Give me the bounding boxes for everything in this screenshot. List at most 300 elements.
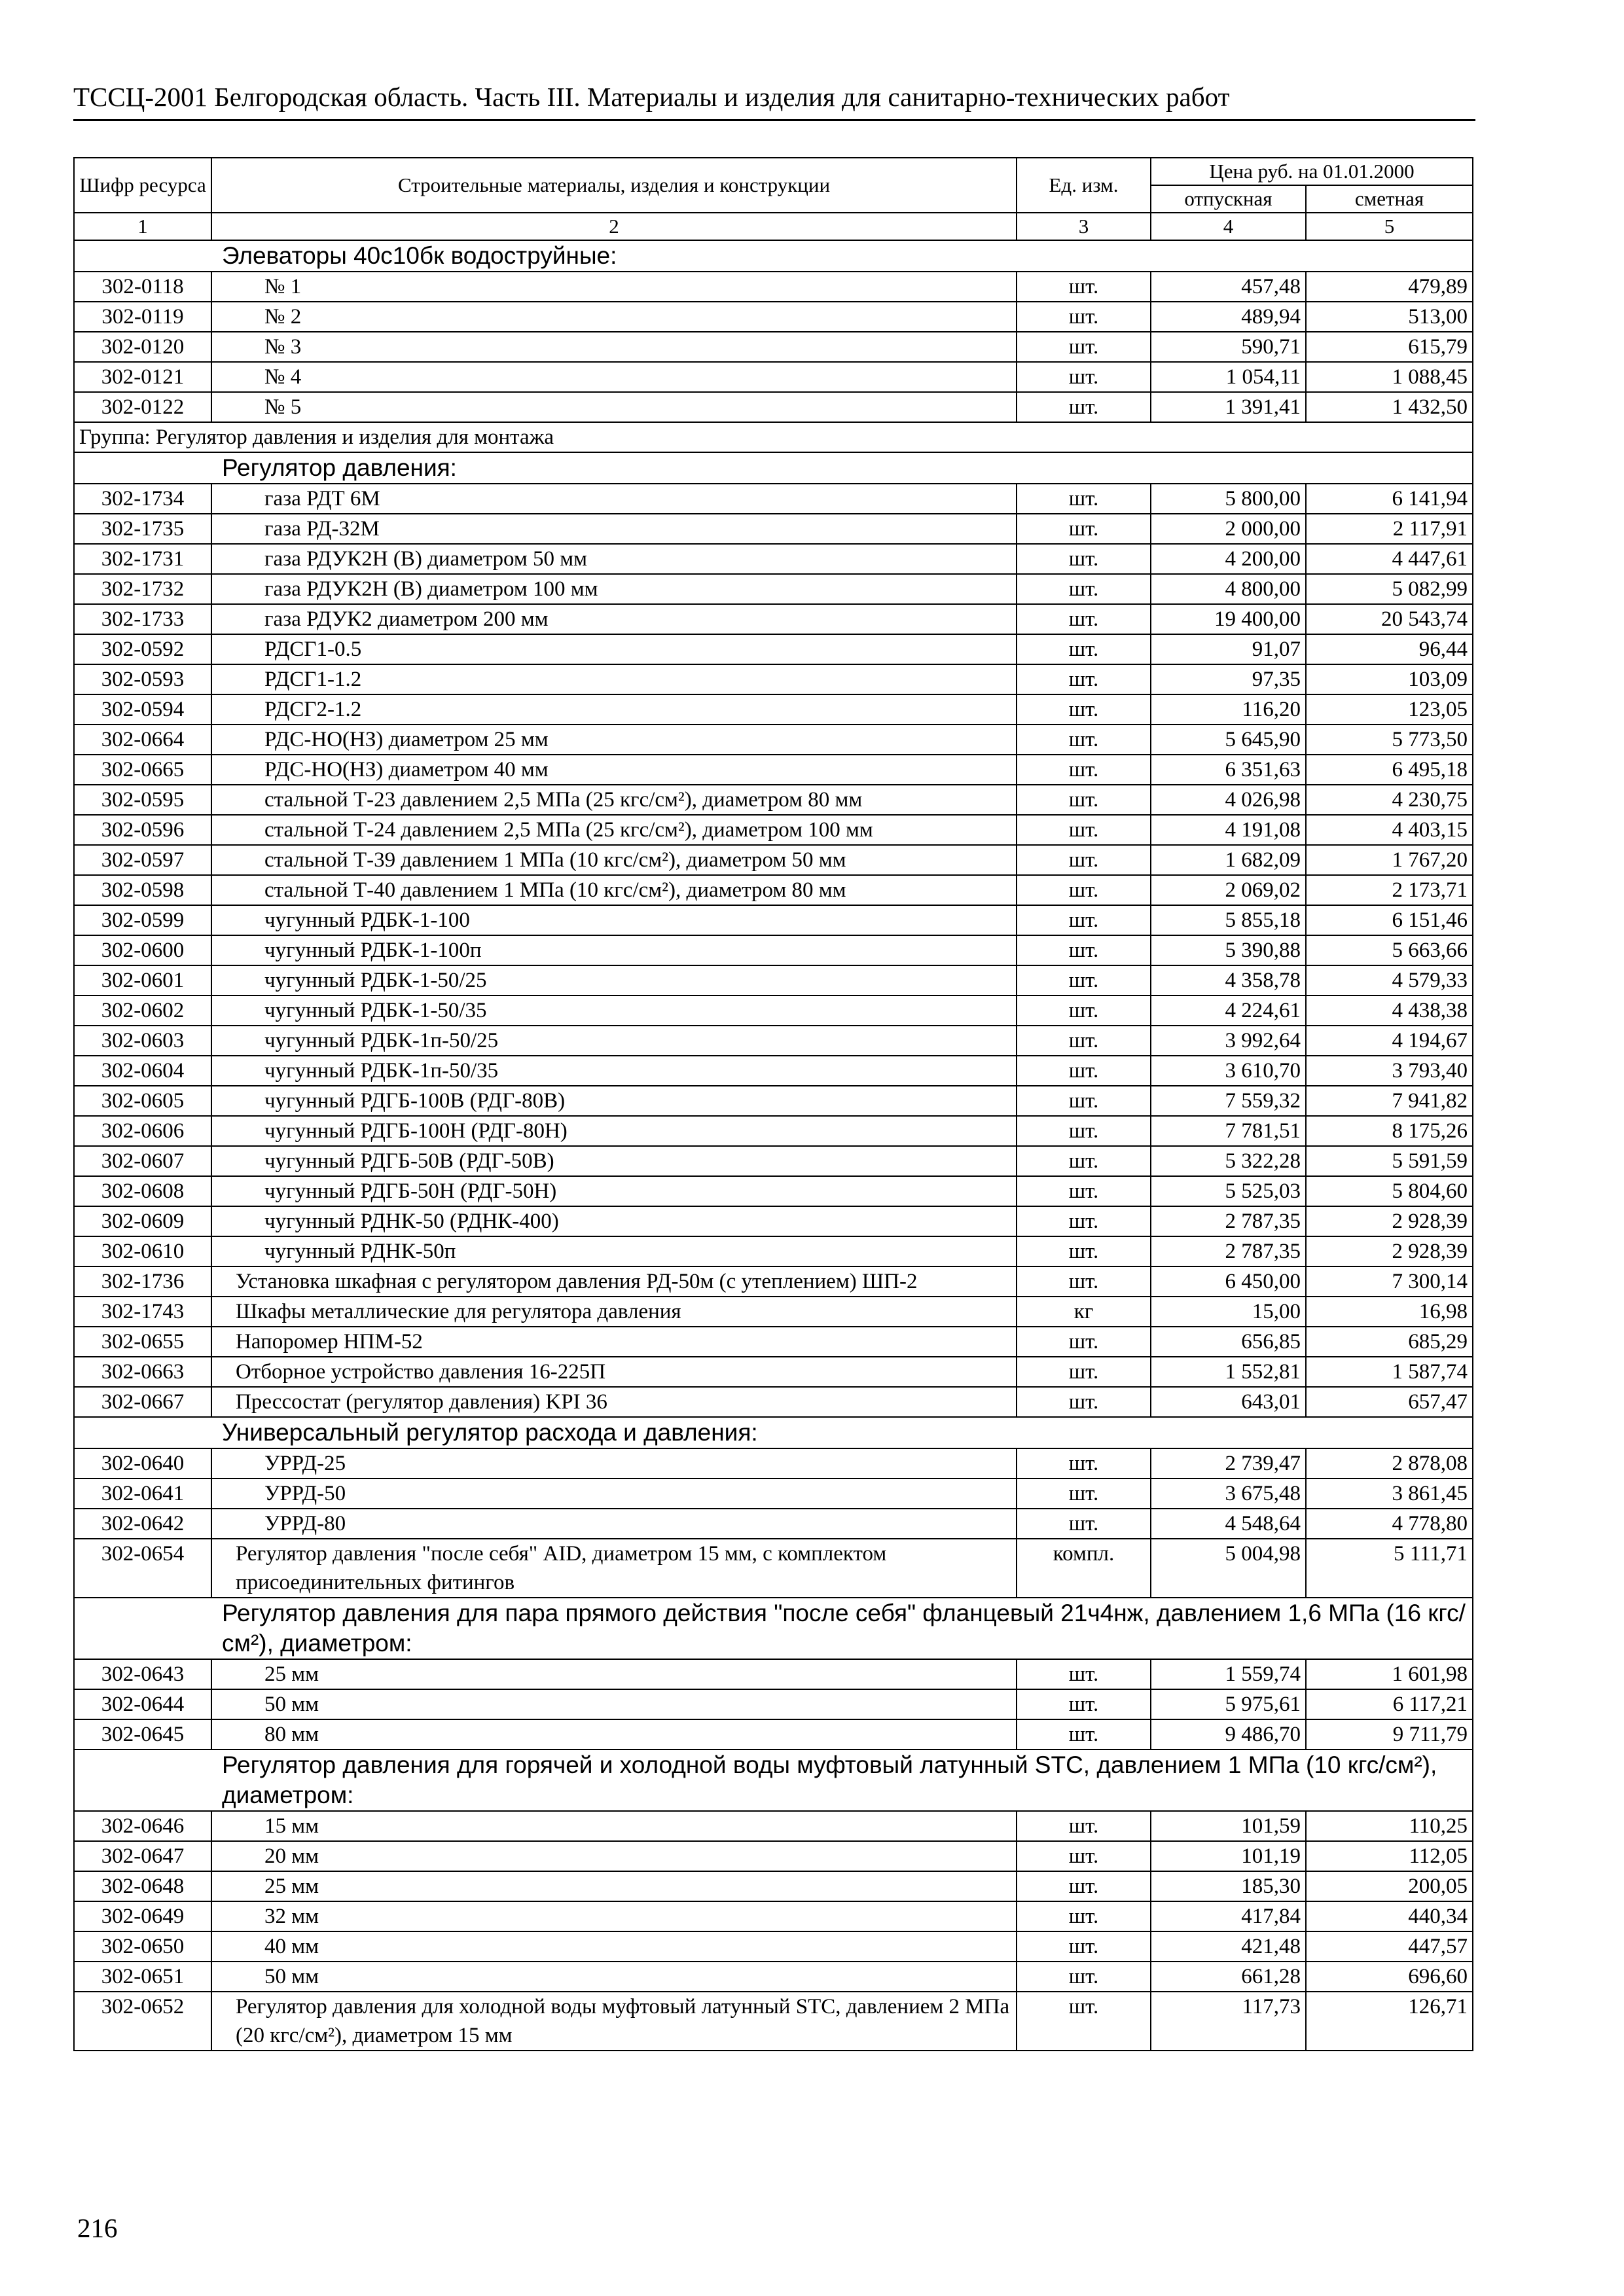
release-price: 4 026,98 (1151, 785, 1306, 815)
resource-code: 302-0598 (74, 875, 211, 905)
group-heading-row (74, 422, 1473, 452)
release-price: 3 992,64 (1151, 1026, 1306, 1056)
unit: шт. (1017, 484, 1151, 514)
resource-code: 302-0651 (74, 1962, 211, 1992)
release-price: 1 682,09 (1151, 845, 1306, 875)
unit: шт. (1017, 1962, 1151, 1992)
resource-code: 302-0608 (74, 1176, 211, 1206)
release-price: 15,00 (1151, 1297, 1306, 1327)
table-row (74, 785, 1473, 815)
resource-code: 302-0600 (74, 935, 211, 965)
resource-code: 302-0120 (74, 332, 211, 362)
table-row (74, 1266, 1473, 1297)
resource-code: 302-0654 (74, 1539, 211, 1598)
estimate-price: 2 878,08 (1306, 1448, 1473, 1479)
estimate-price: 447,57 (1306, 1931, 1473, 1962)
resource-code: 302-0603 (74, 1026, 211, 1056)
estimate-price: 5 663,66 (1306, 935, 1473, 965)
item-name: чугунный РДГБ-100Н (РДГ-80Н) (211, 1116, 1017, 1146)
item-name: УРРД-25 (211, 1448, 1017, 1479)
unit: шт. (1017, 1387, 1151, 1417)
item-name: чугунный РДБК-1-100 (211, 905, 1017, 935)
table-row (74, 1509, 1473, 1539)
item-name: Прессостат (регулятор давления) KPI 36 (211, 1387, 1017, 1417)
release-price: 4 191,08 (1151, 815, 1306, 845)
item-name: газа РДУК2Н (В) диаметром 50 мм (211, 544, 1017, 574)
subheading-row (74, 240, 1473, 272)
estimate-price: 16,98 (1306, 1297, 1473, 1327)
release-price: 6 351,63 (1151, 755, 1306, 785)
release-price: 417,84 (1151, 1901, 1306, 1931)
unit: шт. (1017, 1236, 1151, 1266)
unit: шт. (1017, 815, 1151, 845)
table-row (74, 755, 1473, 785)
col-number-2: 2 (211, 213, 1017, 240)
col-unit-header: Ед. изм. (1017, 158, 1151, 213)
unit: шт. (1017, 1176, 1151, 1206)
estimate-price: 6 117,21 (1306, 1689, 1473, 1719)
table-row (74, 1236, 1473, 1266)
estimate-price: 4 447,61 (1306, 544, 1473, 574)
resource-code: 302-1736 (74, 1266, 211, 1297)
unit: шт. (1017, 1266, 1151, 1297)
table-row (74, 362, 1473, 392)
table-row (74, 1056, 1473, 1086)
estimate-price: 20 543,74 (1306, 604, 1473, 634)
release-price: 19 400,00 (1151, 604, 1306, 634)
table-head (74, 158, 1473, 240)
table-row (74, 1901, 1473, 1931)
resource-code: 302-0646 (74, 1811, 211, 1841)
item-name: стальной Т-24 давлением 2,5 МПа (25 кгс/см²), диаметром 100 мм (211, 815, 1017, 845)
item-name: 80 мм (211, 1719, 1017, 1749)
unit: шт. (1017, 694, 1151, 725)
item-name: 50 мм (211, 1962, 1017, 1992)
col-number-5: 5 (1306, 213, 1473, 240)
resource-code: 302-1743 (74, 1297, 211, 1327)
table-row (74, 1479, 1473, 1509)
resource-code: 302-0642 (74, 1509, 211, 1539)
col-code-header: Шифр ресурса (74, 158, 211, 213)
item-name: Отборное устройство давления 16-225П (211, 1357, 1017, 1387)
unit: шт. (1017, 1448, 1151, 1479)
table-row (74, 1297, 1473, 1327)
item-name: РДС-НО(НЗ) диаметром 40 мм (211, 755, 1017, 785)
estimate-price: 7 941,82 (1306, 1086, 1473, 1116)
item-name: Регулятор давления для холодной воды муфтовый латунный STC, давлением 2 МПа (20 кгс/см²), диаметром 15 мм (211, 1992, 1017, 2051)
item-name: № 2 (211, 302, 1017, 332)
subheading-row (74, 1417, 1473, 1448)
release-price: 5 525,03 (1151, 1176, 1306, 1206)
release-price: 2 739,47 (1151, 1448, 1306, 1479)
table-row (74, 905, 1473, 935)
estimate-price: 2 928,39 (1306, 1206, 1473, 1236)
estimate-price: 5 082,99 (1306, 574, 1473, 604)
table-row (74, 514, 1473, 544)
estimate-price: 103,09 (1306, 664, 1473, 694)
estimate-price: 479,89 (1306, 272, 1473, 302)
item-name: Установка шкафная с регулятором давления РД-50м (с утеплением) ШП-2 (211, 1266, 1017, 1297)
estimate-price: 3 861,45 (1306, 1479, 1473, 1509)
item-name: № 3 (211, 332, 1017, 362)
unit: шт. (1017, 1659, 1151, 1689)
table-row (74, 875, 1473, 905)
running-header: ТССЦ-2001 Белгородская область. Часть III. Материалы и изделия для санитарно-технических работ (73, 77, 1475, 121)
release-price: 661,28 (1151, 1962, 1306, 1992)
table-row (74, 1026, 1473, 1056)
estimate-price: 4 403,15 (1306, 815, 1473, 845)
subheading-row (74, 1598, 1473, 1659)
resource-code: 302-0604 (74, 1056, 211, 1086)
group-heading: Группа: Регулятор давления и изделия для монтажа (74, 422, 1473, 452)
table-row (74, 544, 1473, 574)
table-row (74, 1539, 1473, 1598)
release-price: 489,94 (1151, 302, 1306, 332)
item-name: 25 мм (211, 1871, 1017, 1901)
col-release-header: отпускная (1151, 185, 1306, 213)
unit: шт. (1017, 634, 1151, 664)
estimate-price: 5 591,59 (1306, 1146, 1473, 1176)
table-row (74, 1086, 1473, 1116)
resource-code: 302-0645 (74, 1719, 211, 1749)
unit: шт. (1017, 1992, 1151, 2051)
release-price: 101,19 (1151, 1841, 1306, 1871)
unit: шт. (1017, 272, 1151, 302)
estimate-price: 123,05 (1306, 694, 1473, 725)
col-name-header: Строительные материалы, изделия и конструкции (211, 158, 1017, 213)
subheading: Регулятор давления для горячей и холодной воды муфтовый латунный STC, давлением 1 МПа (10 кгс/см²), диаметром: (74, 1749, 1473, 1811)
unit: шт. (1017, 1327, 1151, 1357)
item-name: 50 мм (211, 1689, 1017, 1719)
table-row (74, 996, 1473, 1026)
item-name: чугунный РДБК-1-100п (211, 935, 1017, 965)
release-price: 2 787,35 (1151, 1206, 1306, 1236)
resource-code: 302-0595 (74, 785, 211, 815)
unit: шт. (1017, 1931, 1151, 1962)
item-name: чугунный РДНК-50 (РДНК-400) (211, 1206, 1017, 1236)
release-price: 421,48 (1151, 1931, 1306, 1962)
table-row (74, 1327, 1473, 1357)
resource-code: 302-0607 (74, 1146, 211, 1176)
resource-code: 302-0641 (74, 1479, 211, 1509)
item-name: Напоромер НПМ-52 (211, 1327, 1017, 1357)
item-name: чугунный РДБК-1п-50/35 (211, 1056, 1017, 1086)
estimate-price: 5 773,50 (1306, 725, 1473, 755)
estimate-price: 200,05 (1306, 1871, 1473, 1901)
item-name: № 1 (211, 272, 1017, 302)
unit: шт. (1017, 574, 1151, 604)
resource-code: 302-0122 (74, 392, 211, 422)
resource-code: 302-1733 (74, 604, 211, 634)
table-row (74, 965, 1473, 996)
subheading: Регулятор давления для пара прямого действия "после себя" фланцевый 21ч4нж, давлением 1,6 МПа (16 кгс/см²), диаметром: (74, 1598, 1473, 1659)
resource-code: 302-0597 (74, 845, 211, 875)
item-name: стальной Т-23 давлением 2,5 МПа (25 кгс/см²), диаметром 80 мм (211, 785, 1017, 815)
estimate-price: 3 793,40 (1306, 1056, 1473, 1086)
release-price: 1 552,81 (1151, 1357, 1306, 1387)
resource-code: 302-0599 (74, 905, 211, 935)
estimate-price: 126,71 (1306, 1992, 1473, 2051)
estimate-price: 9 711,79 (1306, 1719, 1473, 1749)
table-row (74, 1962, 1473, 1992)
release-price: 5 322,28 (1151, 1146, 1306, 1176)
release-price: 4 224,61 (1151, 996, 1306, 1026)
item-name: газа РДУК2Н (В) диаметром 100 мм (211, 574, 1017, 604)
table-row (74, 634, 1473, 664)
unit: шт. (1017, 905, 1151, 935)
resource-code: 302-0601 (74, 965, 211, 996)
release-price: 1 559,74 (1151, 1659, 1306, 1689)
resource-code: 302-0593 (74, 664, 211, 694)
unit: шт. (1017, 1116, 1151, 1146)
estimate-price: 6 495,18 (1306, 755, 1473, 785)
unit: шт. (1017, 1357, 1151, 1387)
unit: шт. (1017, 1689, 1151, 1719)
table-row (74, 935, 1473, 965)
release-price: 1 391,41 (1151, 392, 1306, 422)
unit: шт. (1017, 996, 1151, 1026)
estimate-price: 6 151,46 (1306, 905, 1473, 935)
unit: шт. (1017, 1056, 1151, 1086)
release-price: 1 054,11 (1151, 362, 1306, 392)
estimate-price: 4 579,33 (1306, 965, 1473, 996)
resource-code: 302-0667 (74, 1387, 211, 1417)
resource-code: 302-0649 (74, 1901, 211, 1931)
unit: шт. (1017, 1026, 1151, 1056)
table-row (74, 1176, 1473, 1206)
subheading-row (74, 452, 1473, 484)
release-price: 7 559,32 (1151, 1086, 1306, 1116)
estimate-price: 4 230,75 (1306, 785, 1473, 815)
estimate-price: 112,05 (1306, 1841, 1473, 1871)
item-name: 15 мм (211, 1811, 1017, 1841)
item-name: стальной Т-39 давлением 1 МПа (10 кгс/см²), диаметром 50 мм (211, 845, 1017, 875)
release-price: 5 390,88 (1151, 935, 1306, 965)
unit: шт. (1017, 1871, 1151, 1901)
estimate-price: 110,25 (1306, 1811, 1473, 1841)
estimate-price: 2 173,71 (1306, 875, 1473, 905)
table-row (74, 1931, 1473, 1962)
table-row (74, 302, 1473, 332)
estimate-price: 440,34 (1306, 1901, 1473, 1931)
table-row (74, 1811, 1473, 1841)
release-price: 5 645,90 (1151, 725, 1306, 755)
table-row (74, 1387, 1473, 1417)
resource-code: 302-0643 (74, 1659, 211, 1689)
release-price: 457,48 (1151, 272, 1306, 302)
table-row (74, 1719, 1473, 1749)
unit: шт. (1017, 875, 1151, 905)
table-body (74, 240, 1473, 2051)
table-row (74, 1871, 1473, 1901)
resource-code: 302-0592 (74, 634, 211, 664)
release-price: 4 358,78 (1151, 965, 1306, 996)
release-price: 5 855,18 (1151, 905, 1306, 935)
estimate-price: 6 141,94 (1306, 484, 1473, 514)
release-price: 4 548,64 (1151, 1509, 1306, 1539)
unit: шт. (1017, 604, 1151, 634)
unit: шт. (1017, 1086, 1151, 1116)
item-name: чугунный РДНК-50п (211, 1236, 1017, 1266)
table-row (74, 694, 1473, 725)
col-number-4: 4 (1151, 213, 1306, 240)
resource-code: 302-0647 (74, 1841, 211, 1871)
estimate-price: 2 117,91 (1306, 514, 1473, 544)
item-name: чугунный РДБК-1п-50/25 (211, 1026, 1017, 1056)
release-price: 97,35 (1151, 664, 1306, 694)
item-name: чугунный РДГБ-50В (РДГ-50В) (211, 1146, 1017, 1176)
resource-code: 302-0605 (74, 1086, 211, 1116)
resource-code: 302-0121 (74, 362, 211, 392)
resource-code: 302-0655 (74, 1327, 211, 1357)
resource-code: 302-1734 (74, 484, 211, 514)
col-number-3: 3 (1017, 213, 1151, 240)
estimate-price: 1 432,50 (1306, 392, 1473, 422)
item-name: газа РДУК2 диаметром 200 мм (211, 604, 1017, 634)
table-row (74, 1206, 1473, 1236)
unit: шт. (1017, 1841, 1151, 1871)
release-price: 6 450,00 (1151, 1266, 1306, 1297)
estimate-price: 96,44 (1306, 634, 1473, 664)
resource-code: 302-0663 (74, 1357, 211, 1387)
unit: кг (1017, 1297, 1151, 1327)
col-number-1: 1 (74, 213, 211, 240)
item-name: № 4 (211, 362, 1017, 392)
table-row (74, 1992, 1473, 2051)
table-row (74, 392, 1473, 422)
resource-code: 302-0665 (74, 755, 211, 785)
resource-code: 302-0644 (74, 1689, 211, 1719)
item-name: газа РД-32М (211, 514, 1017, 544)
release-price: 2 787,35 (1151, 1236, 1306, 1266)
estimate-price: 1 601,98 (1306, 1659, 1473, 1689)
release-price: 2 000,00 (1151, 514, 1306, 544)
resource-code: 302-0609 (74, 1206, 211, 1236)
subheading: Элеваторы 40с10бк водоструйные: (74, 240, 1473, 272)
unit: шт. (1017, 544, 1151, 574)
unit: шт. (1017, 935, 1151, 965)
resource-code: 302-0602 (74, 996, 211, 1026)
unit: шт. (1017, 362, 1151, 392)
unit: шт. (1017, 392, 1151, 422)
item-name: УРРД-50 (211, 1479, 1017, 1509)
item-name: стальной Т-40 давлением 1 МПа (10 кгс/см²), диаметром 80 мм (211, 875, 1017, 905)
release-price: 91,07 (1151, 634, 1306, 664)
table-row (74, 574, 1473, 604)
page-number: 216 (77, 2213, 118, 2243)
unit: шт. (1017, 755, 1151, 785)
table-row (74, 332, 1473, 362)
unit: шт. (1017, 1479, 1151, 1509)
unit: шт. (1017, 514, 1151, 544)
item-name: чугунный РДГБ-100В (РДГ-80В) (211, 1086, 1017, 1116)
table-row (74, 1146, 1473, 1176)
item-name: РДС-НО(НЗ) диаметром 25 мм (211, 725, 1017, 755)
estimate-price: 2 928,39 (1306, 1236, 1473, 1266)
table-row (74, 1841, 1473, 1871)
resource-code: 302-0610 (74, 1236, 211, 1266)
item-name: УРРД-80 (211, 1509, 1017, 1539)
item-name: газа РДТ 6М (211, 484, 1017, 514)
estimate-price: 4 194,67 (1306, 1026, 1473, 1056)
item-name: 32 мм (211, 1901, 1017, 1931)
estimate-price: 657,47 (1306, 1387, 1473, 1417)
item-name: 25 мм (211, 1659, 1017, 1689)
estimate-price: 615,79 (1306, 332, 1473, 362)
release-price: 4 200,00 (1151, 544, 1306, 574)
item-name: чугунный РДБК-1-50/35 (211, 996, 1017, 1026)
unit: шт. (1017, 1509, 1151, 1539)
resource-code: 302-0650 (74, 1931, 211, 1962)
item-name: РДСГ2-1.2 (211, 694, 1017, 725)
col-estimate-header: сметная (1306, 185, 1473, 213)
release-price: 4 800,00 (1151, 574, 1306, 604)
item-name: РДСГ1-0.5 (211, 634, 1017, 664)
resource-code: 302-0606 (74, 1116, 211, 1146)
release-price: 656,85 (1151, 1327, 1306, 1357)
resource-code: 302-0594 (74, 694, 211, 725)
release-price: 9 486,70 (1151, 1719, 1306, 1749)
unit: шт. (1017, 302, 1151, 332)
release-price: 7 781,51 (1151, 1116, 1306, 1146)
estimate-price: 7 300,14 (1306, 1266, 1473, 1297)
release-price: 101,59 (1151, 1811, 1306, 1841)
release-price: 5 975,61 (1151, 1689, 1306, 1719)
table-row (74, 484, 1473, 514)
table-row (74, 664, 1473, 694)
release-price: 3 675,48 (1151, 1479, 1306, 1509)
table-row (74, 1689, 1473, 1719)
unit: шт. (1017, 1146, 1151, 1176)
estimate-price: 5 804,60 (1306, 1176, 1473, 1206)
resource-code: 302-0119 (74, 302, 211, 332)
unit: шт. (1017, 965, 1151, 996)
unit: шт. (1017, 845, 1151, 875)
subheading: Универсальный регулятор расхода и давления: (74, 1417, 1473, 1448)
resource-code: 302-0640 (74, 1448, 211, 1479)
estimate-price: 4 778,80 (1306, 1509, 1473, 1539)
item-name: Регулятор давления "после себя" AID, диаметром 15 мм, с комплектом присоединительных фитингов (211, 1539, 1017, 1598)
col-price-header: Цена руб. на 01.01.2000 (1151, 158, 1473, 185)
table-row (74, 604, 1473, 634)
release-price: 3 610,70 (1151, 1056, 1306, 1086)
estimate-price: 1 088,45 (1306, 362, 1473, 392)
estimate-price: 696,60 (1306, 1962, 1473, 1992)
table-row (74, 1357, 1473, 1387)
resource-code: 302-1735 (74, 514, 211, 544)
unit: компл. (1017, 1539, 1151, 1598)
release-price: 5 800,00 (1151, 484, 1306, 514)
unit: шт. (1017, 725, 1151, 755)
unit: шт. (1017, 332, 1151, 362)
release-price: 117,73 (1151, 1992, 1306, 2051)
release-price: 185,30 (1151, 1871, 1306, 1901)
table-row (74, 815, 1473, 845)
estimate-price: 1 767,20 (1306, 845, 1473, 875)
price-table (73, 157, 1473, 2051)
item-name: № 5 (211, 392, 1017, 422)
estimate-price: 1 587,74 (1306, 1357, 1473, 1387)
resource-code: 302-1731 (74, 544, 211, 574)
estimate-price: 513,00 (1306, 302, 1473, 332)
resource-code: 302-0118 (74, 272, 211, 302)
unit: шт. (1017, 1719, 1151, 1749)
unit: шт. (1017, 664, 1151, 694)
release-price: 5 004,98 (1151, 1539, 1306, 1598)
item-name: РДСГ1-1.2 (211, 664, 1017, 694)
table-row (74, 845, 1473, 875)
estimate-price: 8 175,26 (1306, 1116, 1473, 1146)
